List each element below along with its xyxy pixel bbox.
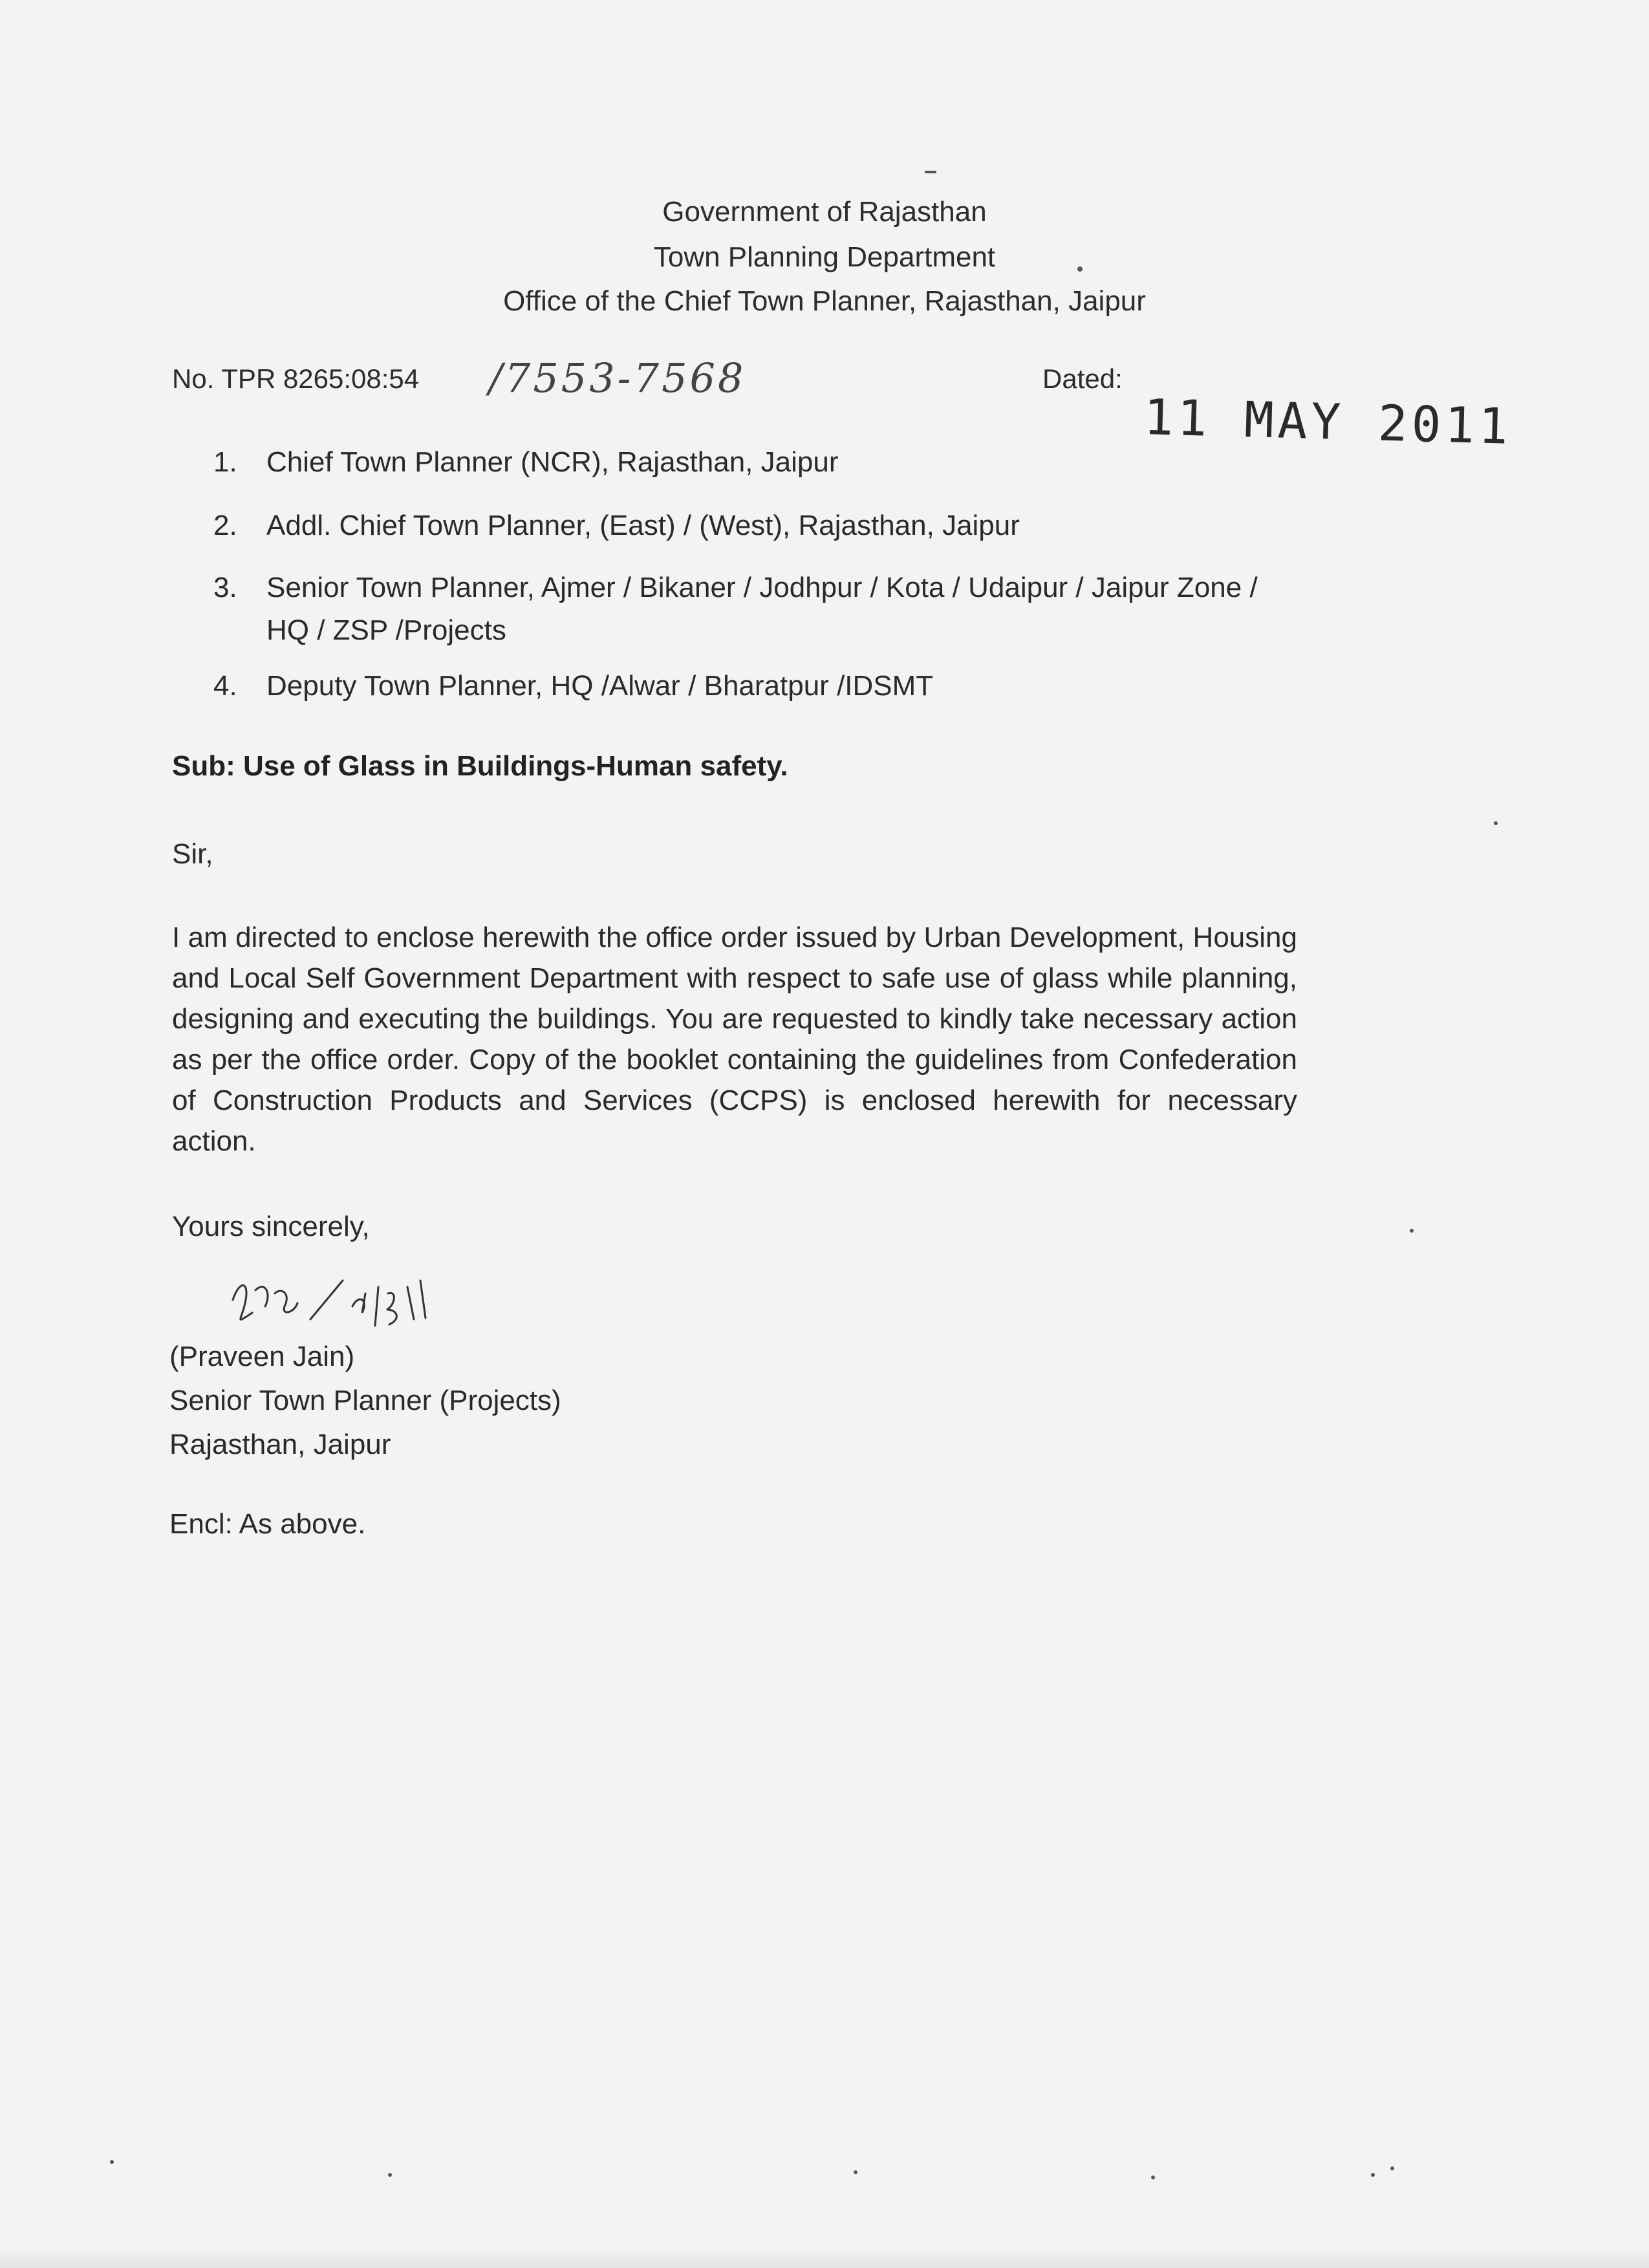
scan-artifact <box>388 2173 392 2177</box>
scan-edge <box>0 2251 1649 2268</box>
header-office: Office of the Chief Town Planner, Rajasthan, Jaipur <box>503 285 1146 317</box>
signatory-designation: Senior Town Planner (Projects) <box>169 1385 561 1416</box>
body-paragraph: I am directed to enclose herewith the office order issued by Urban Development, Housing and Local Self Government Department with respect to safe use of glass while planning, designing and executing the buildings. You are requested to kindly take necessary action as per the office order. Copy of the booklet containing the guidelines from Confederation of Construction Products and Services (CCPS) is enclosed herewith for necessary action. <box>172 922 1297 1157</box>
scan-artifact <box>1151 2176 1155 2179</box>
signature-block <box>169 1335 561 1467</box>
addressee-text: Addl. Chief Town Planner, (East) / (West), Rajasthan, Jaipur <box>266 510 1020 541</box>
signatory-location: Rajasthan, Jaipur <box>169 1429 391 1460</box>
scan-artifact <box>854 2170 857 2174</box>
addressee-text: Deputy Town Planner, HQ /Alwar / Bharatpur /IDSMT <box>266 670 934 702</box>
addressee-number: 1. <box>213 446 237 478</box>
salutation: Sir, <box>172 838 213 870</box>
scan-artifact <box>925 171 936 173</box>
header-department: Town Planning Department <box>653 241 996 273</box>
dated-label: Dated: <box>1042 363 1123 394</box>
signatory-name: (Praveen Jain) <box>169 1341 355 1372</box>
scan-artifact <box>1390 2166 1394 2170</box>
addressee-text: Senior Town Planner, Ajmer / Bikaner / Jodhpur / Kota / Udaipur / Jaipur Zone / HQ / ZSP /Projects <box>266 572 1258 646</box>
closing: Yours sincerely, <box>172 1211 370 1242</box>
scan-artifact <box>1494 821 1498 825</box>
addressee-text: Chief Town Planner (NCR), Rajasthan, Jaipur <box>266 446 839 478</box>
addressee-number: 2. <box>213 510 237 541</box>
reference-handwritten-range: /7553-7568 <box>489 354 746 402</box>
reference-number: No. TPR 8265:08:54 <box>172 363 420 394</box>
date-stamp: 11 MAY 2011 <box>1143 388 1513 455</box>
enclosure-note: Encl: As above. <box>169 1508 366 1540</box>
scan-artifact <box>1077 266 1083 272</box>
addressee-number: 4. <box>213 670 237 702</box>
scan-artifact <box>1410 1229 1414 1233</box>
header-government: Government of Rajasthan <box>662 196 987 228</box>
subject-line: Sub: Use of Glass in Buildings-Human safety. <box>172 750 788 782</box>
scan-artifact <box>110 2160 114 2164</box>
scan-artifact <box>1371 2173 1375 2177</box>
addressee-number: 3. <box>213 572 237 603</box>
